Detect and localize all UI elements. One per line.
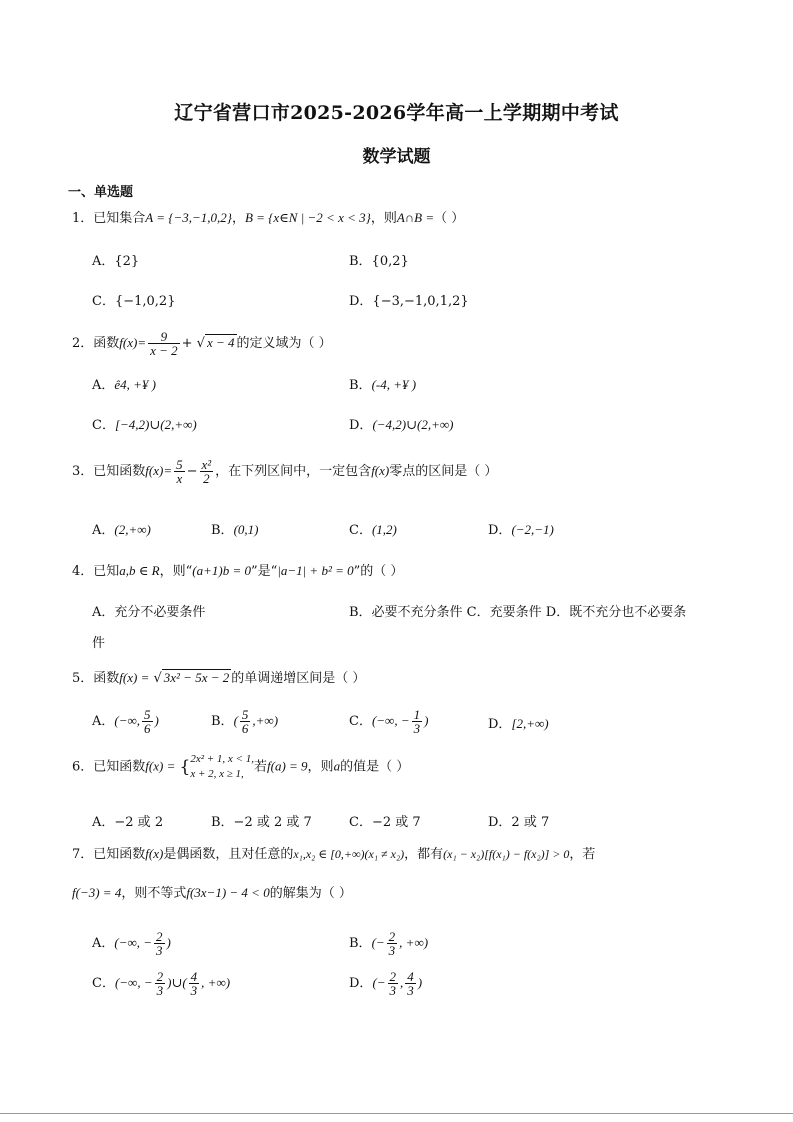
fraction: $\frac{\text{x²}}{2}$ <box>201 457 212 486</box>
question-7: 7．已知函数f(x)是偶函数，且对任意的x₁,x₂ ∈ [0,+∞)(x₁ ≠ x₂)，都有(x₁ − x₂)[f(x₁) − f(x₂)] > 0，若 <box>72 846 596 862</box>
q5-option-a[interactable]: A．(−∞, $\frac{5}{6}$ ) <box>92 707 159 736</box>
q3-option-b[interactable]: B．(0,1) <box>211 522 259 538</box>
q4-option-a[interactable]: A．充分不必要条件 <box>92 605 206 620</box>
q5-option-d[interactable]: D．[2,+∞) <box>488 716 549 732</box>
question-1: 1．已知集合A = {−3,−1,0,2}，B = {x∈N | −2 < x < 3}，则A∩B =（ ） <box>72 210 465 226</box>
question-6: 6．已知函数f(x) = { 2x² + 1, x < 1, x + 2, x ≥ 1, 若f(a) = 9，则a的值是（ ） <box>72 753 410 780</box>
q1-option-b[interactable]: B．{0,2} <box>349 254 409 269</box>
q6-option-d[interactable]: D．2 或 7 <box>488 815 550 830</box>
piecewise-cases: 2x² + 1, x < 1, x + 2, x ≥ 1, <box>190 753 254 780</box>
q6-option-c[interactable]: C．−2 或 7 <box>349 815 421 830</box>
q4-option-wrap: 件 <box>92 636 106 651</box>
question-5: 5．函数f(x) = √ 3x² − 5x − 2 的单调递增区间是（ ） <box>72 670 366 686</box>
q7-option-d[interactable]: D．(− $\frac{2}{3}$ , $\frac{4}{3}$ ) <box>349 969 423 998</box>
q7-option-b[interactable]: B．(− $\frac{2}{3}$ , +∞) <box>349 929 429 958</box>
q1-option-a[interactable]: A．{2} <box>92 254 140 269</box>
intersection-expr: A∩B = <box>396 210 435 225</box>
q7-option-a[interactable]: A．(−∞, − $\frac{2}{3}$ ) <box>92 929 171 958</box>
q3-option-a[interactable]: A．(2,+∞) <box>92 522 151 538</box>
exam-title: 辽宁省营口市2025-2026学年高一上学期期中考试 <box>174 102 619 124</box>
q3-option-d[interactable]: D．(−2,−1) <box>488 522 554 538</box>
q1-option-d[interactable]: D．{−3,−1,0,1,2} <box>349 294 469 309</box>
q2-option-d[interactable]: D．(−4,2)∪(2,+∞) <box>349 417 454 433</box>
q1-option-c[interactable]: C．{−1,0,2} <box>92 294 176 309</box>
fraction: $\frac{9}{x - 2}$ <box>150 329 178 358</box>
page-bottom-rule <box>0 1113 793 1114</box>
q4-options-bcd[interactable]: B．必要不充分条件 C．充要条件 D．既不充分也不必要条 <box>349 605 687 620</box>
q5-option-b[interactable]: B．( $\frac{5}{6}$ ,+∞) <box>211 707 279 736</box>
q3-option-c[interactable]: C．(1,2) <box>349 522 397 538</box>
set-a: A = {−3,−1,0,2} <box>145 210 232 225</box>
brace: { <box>179 757 191 777</box>
exam-subtitle: 数学试题 <box>362 147 431 167</box>
question-3: 3．已知函数f(x)= $\frac{5}{x}$ − $\frac{\text{x²}}{2}$ ，在下列区间中，一定包含f(x)零点的区间是（ ） <box>72 457 498 486</box>
q6-option-a[interactable]: A．−2 或 2 <box>92 815 164 830</box>
question-2: 2．函数f(x)= $\frac{9}{x - 2}$ + √ x − 4 的定义域为（ ） <box>72 329 332 358</box>
q2-option-b[interactable]: B．(-4, +¥ ) <box>349 377 417 393</box>
fraction: $\frac{5}{x}$ <box>176 457 183 486</box>
q2-option-a[interactable]: A．ê4, +¥ ) <box>92 377 157 393</box>
set-b: B = {x∈N | −2 < x < 3} <box>244 210 371 225</box>
q5-option-c[interactable]: C．(−∞, − $\frac{1}{3}$ ) <box>349 707 429 736</box>
radical: x − 4 <box>206 335 235 350</box>
q7-option-c[interactable]: C．(−∞, − $\frac{2}{3}$ )∪( $\frac{4}{3}$ , +∞) <box>92 969 231 998</box>
question-4: 4．已知a,b ∈ R，则“(a+1)b = 0”是“|a−1| + b² = 0”的（ ） <box>72 563 404 579</box>
section-heading: 一、单选题 <box>68 185 134 200</box>
radical: 3x² − 5x − 2 <box>163 670 230 685</box>
q2-option-c[interactable]: C．[−4,2)∪(2,+∞) <box>92 417 197 433</box>
q6-option-b[interactable]: B．−2 或 2 或 7 <box>211 815 312 830</box>
question-7-line2: f(−3) = 4，则不等式f(3x−1) − 4 < 0的解集为（ ） <box>72 885 352 901</box>
